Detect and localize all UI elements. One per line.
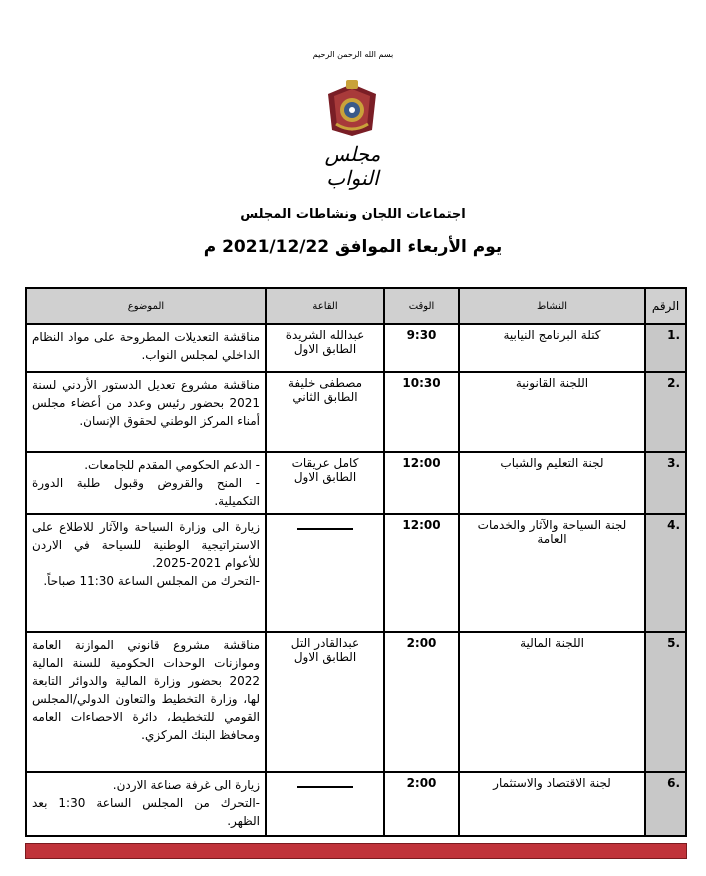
hall-name: عبدالقادر التل [290, 636, 360, 650]
table-header-row [26, 288, 686, 324]
row-topic [26, 372, 266, 452]
parliament-logo-text: مجلس النواب [324, 142, 381, 190]
row-hall [266, 372, 384, 452]
hall-floor: الطابق الاول [293, 470, 357, 484]
row-topic [26, 324, 266, 372]
row-hall [266, 514, 384, 632]
row-number: .4 [645, 514, 686, 632]
table-row [26, 772, 686, 836]
row-activity: اللجنة القانونية [459, 372, 645, 452]
row-topic [26, 452, 266, 514]
empty-hall-dash [297, 786, 353, 788]
date-line: يوم الأربعاء الموافق 2021/12/22 م [203, 237, 503, 257]
hall-floor: الطابق الثاني [292, 390, 358, 404]
topic-line: مناقشة مشروع تعديل الدستور الأردني لسنة 2021 بحضور رئيس وعدد من أعضاء مجلس أمناء المركز الوطني لحقوق الإنسان. [32, 378, 260, 428]
jordan-coat-of-arms-logo [322, 80, 382, 138]
row-number: .6 [645, 772, 686, 836]
table-row [26, 514, 686, 632]
hall-name: كامل عريقات [291, 456, 359, 470]
row-activity: لجنة التعليم والشباب [459, 452, 645, 514]
bismillah: بسم الله الرحمن الرحيم [312, 50, 394, 59]
schedule-table [25, 287, 687, 837]
row-activity: كتلة البرنامج النيابية [459, 324, 645, 372]
topic-line: - المنح والقروض وقبول طلبة الدورة التكميلية. [32, 476, 260, 508]
row-number: .2 [645, 372, 686, 452]
row-number: .3 [645, 452, 686, 514]
header-topic: الموضوع [26, 288, 266, 324]
footer-color-bar [25, 843, 687, 859]
header-activity: النشاط [459, 288, 645, 324]
hall-floor: الطابق الاول [293, 342, 357, 356]
topic-line: -التحرك من المجلس الساعة 1:30 بعد الظهر. [32, 796, 260, 828]
page-heading: اجتماعات اللجان ونشاطات المجلس [240, 207, 466, 222]
topic-line: - الدعم الحكومي المقدم للجامعات. [84, 458, 260, 472]
row-time: 2:00 [384, 772, 459, 836]
row-hall [266, 632, 384, 772]
row-time: 10:30 [384, 372, 459, 452]
header-num: الرقم [645, 288, 686, 324]
topic-line: -التحرك من المجلس الساعة 11:30 صباحاً. [43, 574, 260, 588]
header-time: الوقت [384, 288, 459, 324]
table-row [26, 372, 686, 452]
empty-hall-dash [297, 528, 353, 530]
topic-line: مناقشة مشروع قانوني الموازنة العامة وموازنات الوحدات الحكومية للسنة المالية 2022 بحضور وزارة المالية والدوائر التابعة لها، وزارة التخطيط والتعاون الدولي/المجلس القومي للتخطيط، دائرة الاحصاءات العامه ومحافظ البنك المركزي. [32, 638, 260, 742]
hall-name: عبدالله الشريدة [285, 328, 365, 342]
topic-line: مناقشة التعديلات المطروحة على مواد النظام الداخلي لمجلس النواب. [32, 330, 260, 362]
row-topic [26, 632, 266, 772]
row-hall [266, 324, 384, 372]
row-number: .5 [645, 632, 686, 772]
row-activity: لجنة الاقتصاد والاستثمار [459, 772, 645, 836]
row-time: 2:00 [384, 632, 459, 772]
header-hall: القاعة [266, 288, 384, 324]
row-activity: اللجنة المالية [459, 632, 645, 772]
row-number: .1 [645, 324, 686, 372]
topic-line: زيارة الى غرفة صناعة الاردن. [112, 778, 260, 792]
row-time: 9:30 [384, 324, 459, 372]
row-hall [266, 772, 384, 836]
row-topic [26, 772, 266, 836]
hall-name: مصطفى خليفة [287, 376, 363, 390]
table-row [26, 452, 686, 514]
table-row [26, 324, 686, 372]
table-row [26, 632, 686, 772]
hall-floor: الطابق الاول [293, 650, 357, 664]
topic-line: زيارة الى وزارة السياحة والآثار للاطلاع على الاستراتيجية الوطنية للسياحة في الاردن للأعوام 2021-2025. [32, 520, 260, 570]
row-time: 12:00 [384, 452, 459, 514]
row-activity: لجنة السياحة والآثار والخدمات العامة [459, 514, 645, 632]
row-time: 12:00 [384, 514, 459, 632]
row-topic [26, 514, 266, 632]
row-hall [266, 452, 384, 514]
